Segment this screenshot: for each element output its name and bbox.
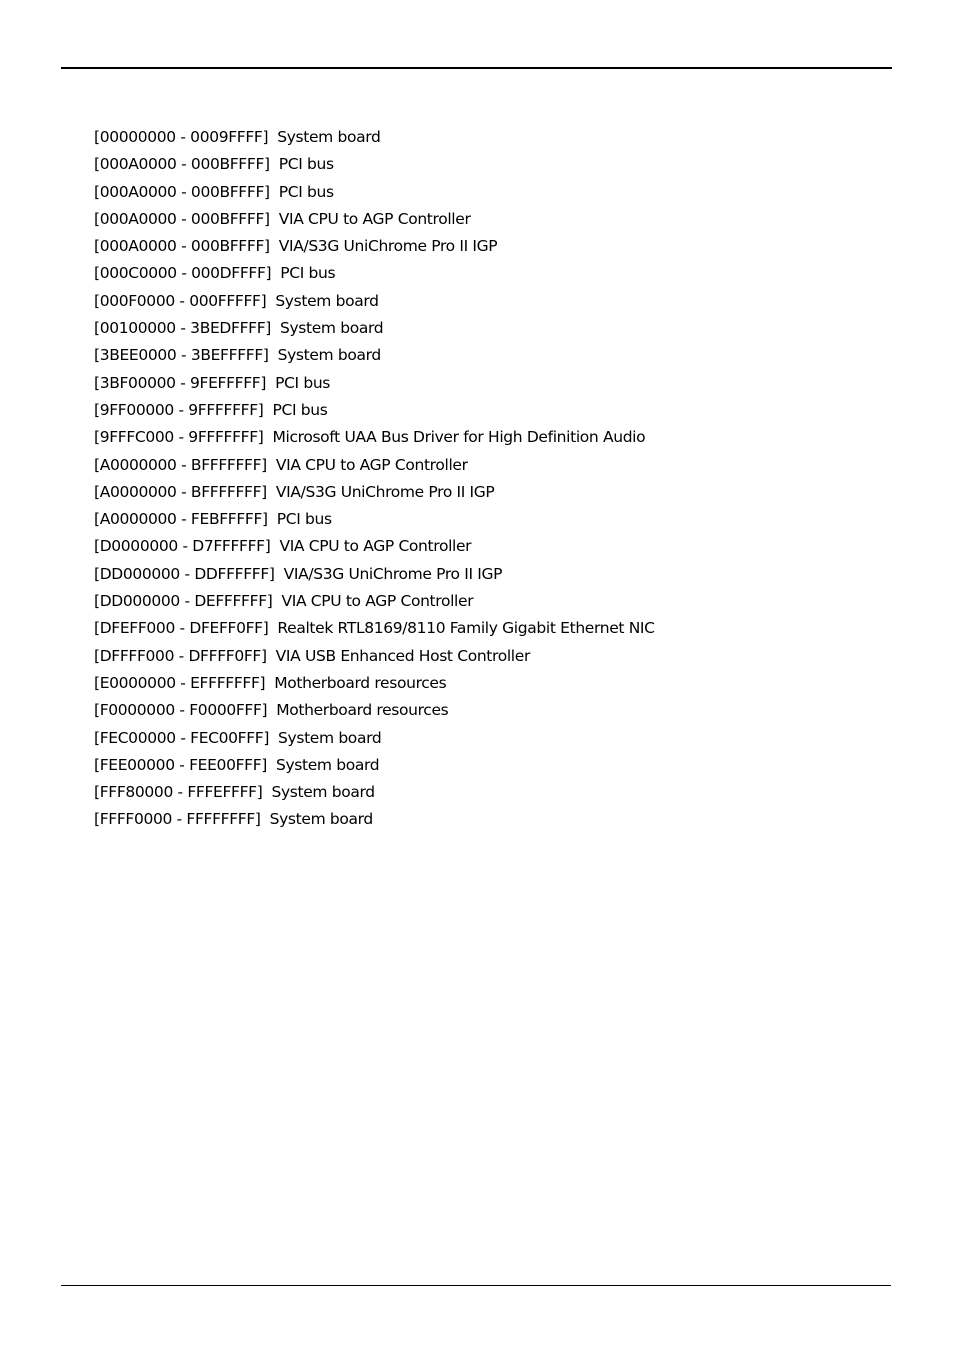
list-item[interactable] <box>94 725 655 752</box>
memory-range: [DFFFF000 - DFFFF0FF] <box>94 646 267 665</box>
device-name: Realtek RTL8169/8110 Family Gigabit Ethernet NIC <box>277 619 655 638</box>
memory-range: [00000000 - 0009FFFF] <box>94 128 269 146</box>
memory-range: [000A0000 - 000BFFFF] <box>94 209 270 228</box>
list-item[interactable] <box>94 588 655 615</box>
device-name: VIA/S3G UniChrome Pro II IGP <box>283 564 503 583</box>
device-name: VIA USB Enhanced Host Controller <box>275 646 530 665</box>
list-item[interactable] <box>94 260 655 287</box>
list-item[interactable] <box>94 615 655 642</box>
list-item[interactable] <box>94 151 655 178</box>
device-name: System board <box>269 810 373 829</box>
list-item[interactable] <box>94 806 655 833</box>
memory-range: [E0000000 - EFFFFFFF] <box>94 673 266 692</box>
device-name: VIA CPU to AGP Controller <box>275 455 468 474</box>
memory-range: [FEE00000 - FEE00FFF] <box>94 755 267 774</box>
device-name: VIA/S3G UniChrome Pro II IGP <box>275 482 495 501</box>
device-name: VIA/S3G UniChrome Pro II IGP <box>278 237 498 256</box>
list-item[interactable] <box>94 670 655 697</box>
device-name: VIA CPU to AGP Controller <box>278 209 471 228</box>
list-item[interactable] <box>94 397 655 424</box>
device-name: Motherboard resources <box>274 673 447 692</box>
device-name: System board <box>277 128 381 146</box>
memory-range: [A0000000 - FEBFFFFF] <box>94 510 268 529</box>
memory-range: [DD000000 - DDFFFFFF] <box>94 564 275 583</box>
memory-range: [F0000000 - F0000FFF] <box>94 701 268 720</box>
list-item[interactable] <box>94 206 655 233</box>
list-item[interactable] <box>94 179 655 206</box>
list-item[interactable] <box>94 752 655 779</box>
device-name: PCI bus <box>278 155 334 174</box>
memory-range: [3BF00000 - 9FEFFFFF] <box>94 373 267 392</box>
memory-range: [DD000000 - DEFFFFFF] <box>94 592 273 611</box>
list-item[interactable] <box>94 779 655 806</box>
device-name: Microsoft UAA Bus Driver for High Definition Audio <box>272 428 646 447</box>
device-name: Motherboard resources <box>276 701 449 720</box>
footer-rule <box>61 1285 891 1286</box>
device-name: VIA CPU to AGP Controller <box>281 592 474 611</box>
memory-range: [9FFFC000 - 9FFFFFFF] <box>94 428 264 447</box>
list-item[interactable] <box>94 643 655 670</box>
memory-range: [FFFF0000 - FFFFFFFF] <box>94 810 261 829</box>
list-item[interactable] <box>94 233 655 260</box>
memory-range: [000A0000 - 000BFFFF] <box>94 155 270 174</box>
device-name: PCI bus <box>278 182 334 201</box>
device-name: System board <box>275 291 379 310</box>
list-item[interactable] <box>94 370 655 397</box>
memory-range: [D0000000 - D7FFFFFF] <box>94 537 271 556</box>
list-item[interactable] <box>94 124 655 151</box>
device-name: System board <box>275 755 380 774</box>
list-item[interactable] <box>94 506 655 533</box>
memory-range: [FEC00000 - FEC00FFF] <box>94 728 270 747</box>
list-item[interactable] <box>94 315 655 342</box>
list-item[interactable] <box>94 424 655 451</box>
device-name: System board <box>279 319 384 338</box>
device-name: PCI bus <box>276 510 332 529</box>
header-rule <box>61 67 892 69</box>
memory-range: [DFEFF000 - DFEFF0FF] <box>94 619 269 638</box>
memory-range: [A0000000 - BFFFFFFF] <box>94 455 267 474</box>
list-item[interactable] <box>94 342 655 369</box>
device-name: System board <box>277 346 381 365</box>
device-name: PCI bus <box>272 400 328 419</box>
device-name: PCI bus <box>275 373 331 392</box>
memory-range: [A0000000 - BFFFFFFF] <box>94 482 267 501</box>
device-name: PCI bus <box>280 264 336 283</box>
list-item[interactable] <box>94 288 655 315</box>
list-item[interactable] <box>94 697 655 724</box>
memory-range: [00100000 - 3BEDFFFF] <box>94 319 271 338</box>
memory-range: [FFF80000 - FFFEFFFF] <box>94 783 263 802</box>
memory-range: [000A0000 - 000BFFFF] <box>94 237 270 256</box>
device-name: VIA CPU to AGP Controller <box>279 537 472 556</box>
list-item[interactable] <box>94 561 655 588</box>
device-name: System board <box>271 783 375 802</box>
memory-range: [000F0000 - 000FFFFF] <box>94 291 267 310</box>
device-name: System board <box>278 728 382 747</box>
list-item[interactable] <box>94 479 655 506</box>
memory-range: [000C0000 - 000DFFFF] <box>94 264 272 283</box>
memory-resource-list <box>94 124 655 834</box>
list-item[interactable] <box>94 452 655 479</box>
memory-range: [9FF00000 - 9FFFFFFF] <box>94 400 264 419</box>
memory-range: [000A0000 - 000BFFFF] <box>94 182 270 201</box>
memory-range: [3BEE0000 - 3BEFFFFF] <box>94 346 269 365</box>
list-item[interactable] <box>94 533 655 560</box>
